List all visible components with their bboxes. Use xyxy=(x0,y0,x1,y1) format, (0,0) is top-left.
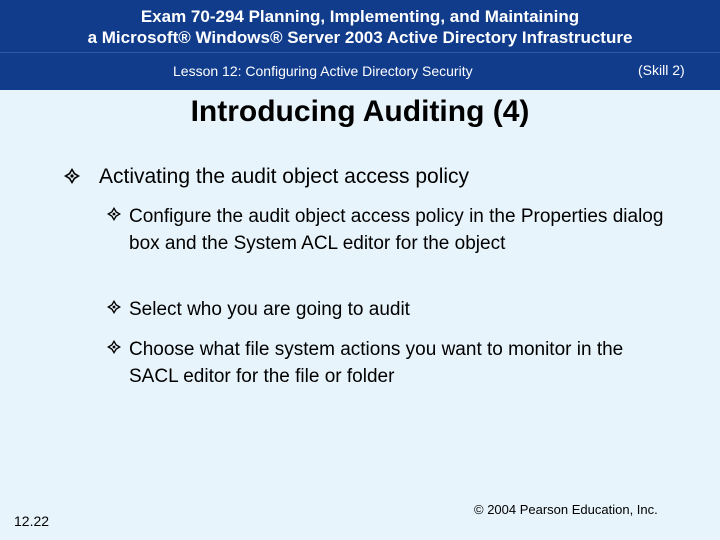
lesson-label: Lesson 12: Configuring Active Directory Security xyxy=(173,63,473,79)
sub-bullet-text: Choose what file system actions you want to monitor in the SACL editor for the file or folder xyxy=(129,339,624,387)
bullet-text: Activating the audit object access policy xyxy=(99,165,470,188)
skill-label: (Skill 2) xyxy=(638,62,685,78)
diamond-bullet-icon xyxy=(64,168,80,184)
slide-number: 12.22 xyxy=(14,513,50,529)
course-title-line-1: Exam 70-294 Planning, Implementing, and Maintaining xyxy=(140,7,580,26)
diamond-bullet-icon xyxy=(107,340,121,354)
sub-bullet-text: Select who you are going to audit xyxy=(129,299,410,320)
course-header xyxy=(0,0,720,52)
sub-bullet-text: Configure the audit object access policy in the Properties dialog box and the System ACL editor for the object xyxy=(129,206,664,254)
slide-title: Introducing Auditing (4) xyxy=(190,95,530,128)
diamond-bullet-icon xyxy=(107,300,121,314)
diamond-bullet-icon xyxy=(107,207,121,221)
lesson-bar xyxy=(0,52,720,90)
course-title-line-2: a Microsoft® Windows® Server 2003 Active Directory Infrastructure xyxy=(87,28,633,47)
copyright-notice: © 2004 Pearson Education, Inc. xyxy=(474,502,658,517)
